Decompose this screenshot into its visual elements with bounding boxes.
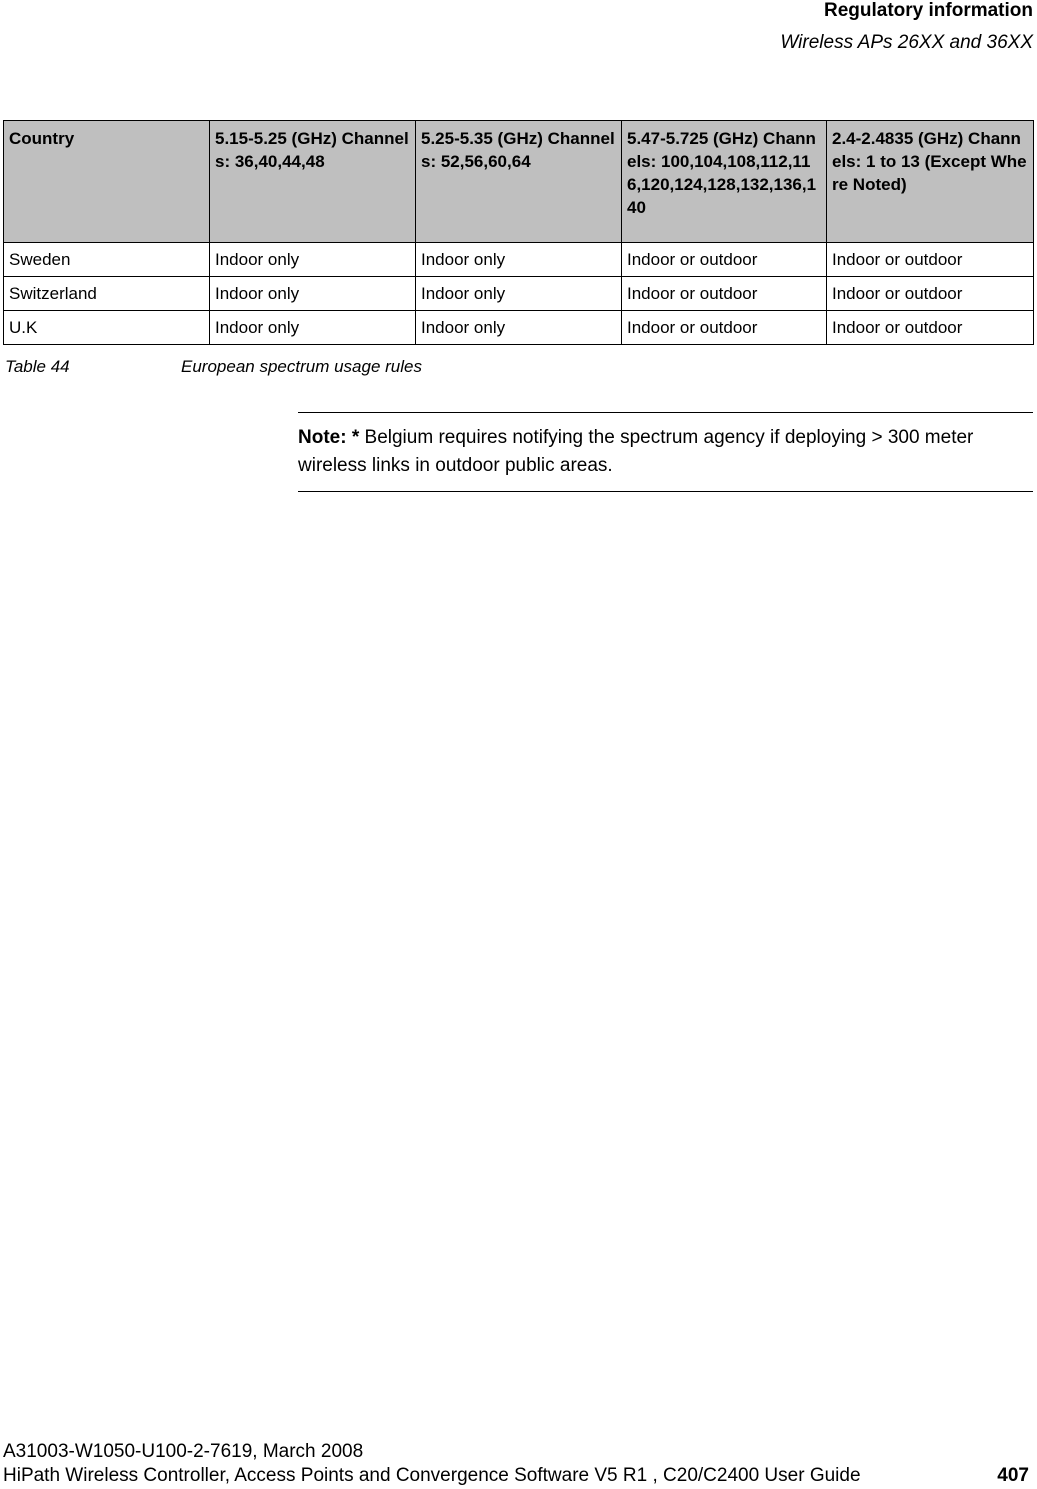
cell-band-5470: Indoor or outdoor [622, 277, 827, 311]
footer-document-id: A31003-W1050-U100-2-7619, March 2008 [3, 1441, 364, 1462]
cell-band-5150: Indoor only [210, 277, 416, 311]
cell-country: U.K [4, 311, 210, 345]
note-label: Note: * [298, 427, 360, 448]
page-header-subtitle: Wireless APs 26XX and 36XX [780, 32, 1033, 53]
table-caption-text: European spectrum usage rules [181, 357, 422, 376]
cell-band-5250: Indoor only [416, 277, 622, 311]
cell-band-5250: Indoor only [416, 243, 622, 277]
page-number: 407 [997, 1465, 1029, 1486]
cell-band-5470: Indoor or outdoor [622, 311, 827, 345]
table-row [4, 277, 1034, 311]
cell-band-2400: Indoor or outdoor [827, 277, 1034, 311]
header-band-5470: 5.47-5.725 (GHz) Channels: 100,104,108,112,116,120,124,128,132,136,140 [622, 121, 827, 243]
footer-guide-title: HiPath Wireless Controller, Access Points and Convergence Software V5 R1 , C20/C2400 User Guide [3, 1465, 861, 1486]
page-header-title: Regulatory information [823, 0, 1033, 21]
cell-band-5150: Indoor only [210, 243, 416, 277]
table-row [4, 243, 1034, 277]
header-band-5250: 5.25-5.35 (GHz) Channels: 52,56,60,64 [416, 121, 622, 243]
table-caption-label: Table 44 [5, 357, 70, 376]
cell-band-5150: Indoor only [210, 311, 416, 345]
table-row [4, 311, 1034, 345]
header-country: Country [4, 121, 210, 243]
cell-country: Sweden [4, 243, 210, 277]
cell-band-2400: Indoor or outdoor [827, 243, 1034, 277]
table-header-row [4, 121, 1034, 243]
note-box [298, 412, 1033, 492]
header-band-2400: 2.4-2.4835 (GHz) Channels: 1 to 13 (Except Where Noted) [827, 121, 1034, 243]
cell-band-2400: Indoor or outdoor [827, 311, 1034, 345]
spectrum-usage-table [3, 120, 1034, 345]
cell-country: Switzerland [4, 277, 210, 311]
cell-band-5470: Indoor or outdoor [622, 243, 827, 277]
cell-band-5250: Indoor only [416, 311, 622, 345]
header-band-5150: 5.15-5.25 (GHz) Channels: 36,40,44,48 [210, 121, 416, 243]
note-text: Belgium requires notifying the spectrum agency if deploying > 300 meter wireless links in outdoor public areas. [298, 427, 974, 476]
